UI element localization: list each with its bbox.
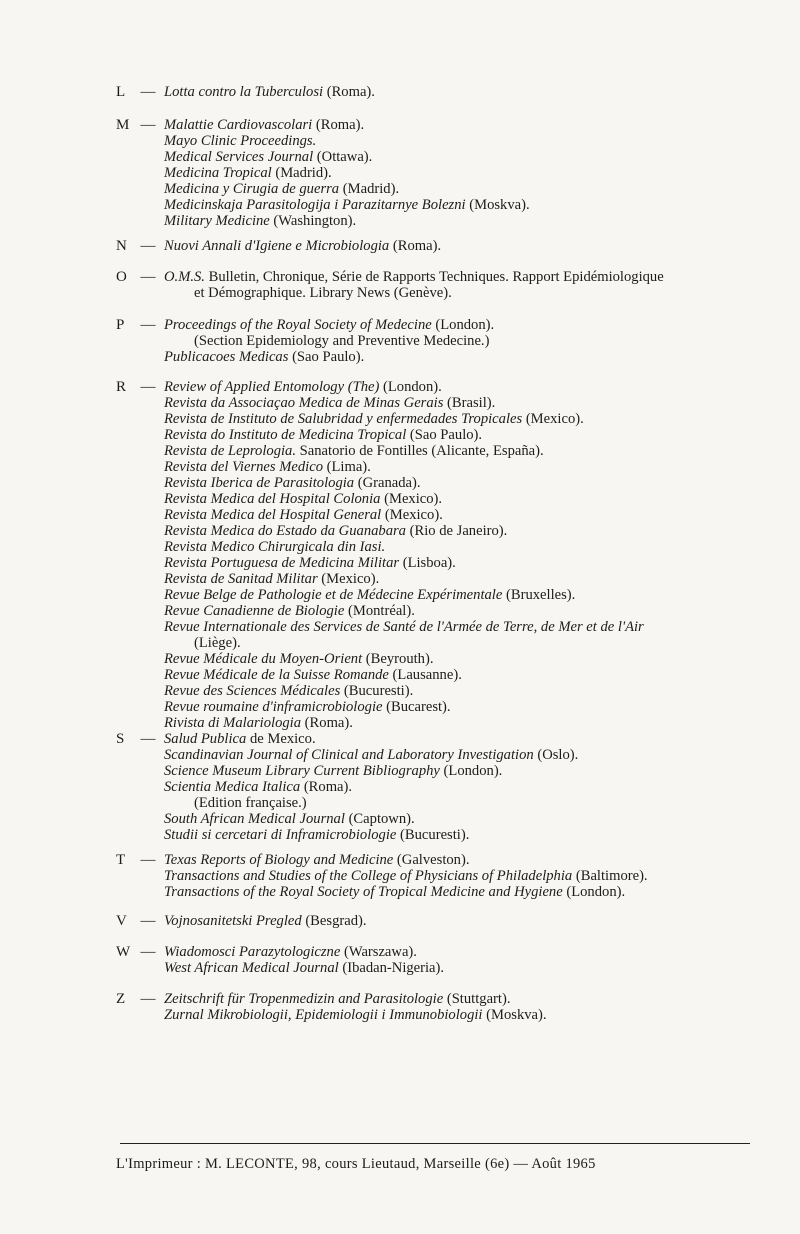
journal-location: (Lausanne). <box>388 667 462 683</box>
journal-title: Salud Publica <box>164 731 247 747</box>
journal-entry <box>164 165 764 181</box>
journal-title: Scandinavian Journal of Clinical and Laboratory Investigation <box>164 747 534 763</box>
journal-title: Vojnosanitetski Pregled <box>164 913 302 929</box>
section-entries <box>164 852 764 900</box>
journal-entry <box>164 427 764 443</box>
section-letter: P <box>116 317 125 333</box>
journal-location: (London). <box>379 379 442 395</box>
journal-entry <box>164 317 764 333</box>
journal-location: (Montréal). <box>344 603 415 619</box>
section-entries <box>164 117 764 229</box>
journal-title: Revue Médicale du Moyen-Orient <box>164 651 363 667</box>
section-dash: — <box>140 731 156 747</box>
journal-entry <box>164 443 764 459</box>
journal-entry <box>164 523 764 539</box>
journal-location: (Bucarest). <box>382 699 451 715</box>
journal-title: Revista Medica del Hospital General <box>164 507 382 523</box>
journal-location: (Bucuresti). <box>340 683 414 699</box>
journal-title: Medical Services Journal <box>164 149 314 165</box>
section-dash: — <box>140 913 156 929</box>
journal-title: O.M.S. <box>164 269 205 285</box>
journal-location: (Mexico). <box>317 571 380 587</box>
journal-title: Nuovi Annali d'Igiene e Microbiologia <box>164 238 390 254</box>
journal-location: (Mexico). <box>522 411 584 427</box>
journal-title: Revue des Sciences Médicales <box>164 683 341 699</box>
journal-entry <box>164 619 764 635</box>
journal-location: (Bruxelles). <box>502 587 576 603</box>
section-entries <box>164 317 764 365</box>
journal-entry <box>164 571 764 587</box>
journal-location: (Edition française.) <box>194 795 307 811</box>
section-entries <box>164 913 764 929</box>
journal-location: (Washington). <box>269 213 357 229</box>
journal-title: Revue Belge de Pathologie et de Médecine Expérimentale <box>164 587 503 603</box>
section-entries <box>164 84 764 100</box>
journal-title: South African Medical Journal <box>164 811 345 827</box>
journal-location: (Madrid). <box>339 181 400 197</box>
journal-location: (Roma). <box>301 715 353 731</box>
journal-entry <box>164 731 764 747</box>
journal-title: Revista do Instituto de Medicina Tropical <box>164 427 407 443</box>
journal-title: Revista Portuguesa de Medicina Militar <box>164 555 400 571</box>
journal-title: Medicinskaja Parasitologija i Parazitarnye Bolezni <box>164 197 466 213</box>
journal-title: Science Museum Library Current Bibliography <box>164 763 440 779</box>
journal-title: Transactions of the Royal Society of Tropical Medicine and Hygiene <box>164 884 563 900</box>
journal-title: Revue Internationale des Services de Santé de l'Armée de Terre, de Mer et de l'Air <box>164 619 644 635</box>
journal-entry <box>164 555 764 571</box>
journal-title: Revista Medico Chirurgicala din Iasi. <box>164 539 386 555</box>
journal-entry <box>164 197 764 213</box>
journal-title: Revista del Viernes Medico <box>164 459 323 475</box>
section-dash: — <box>140 117 156 133</box>
section-letter: T <box>116 852 126 868</box>
section-dash: — <box>140 944 156 960</box>
section-letter: N <box>116 238 127 254</box>
journal-entry <box>164 603 764 619</box>
journal-entry <box>164 395 764 411</box>
journal-location: (Section Epidemiology and Preventive Medecine.) <box>194 333 490 349</box>
section-entries <box>164 238 764 254</box>
journal-entry <box>164 699 764 715</box>
journal-entry <box>164 181 764 197</box>
journal-entry <box>164 117 764 133</box>
journal-entry <box>164 960 764 976</box>
journal-location: (Liège). <box>194 635 241 651</box>
journal-location: (Galveston). <box>393 852 470 868</box>
journal-title: Revista de Instituto de Salubridad y enfermedades Tropicales <box>164 411 523 427</box>
journal-entry <box>164 238 764 254</box>
journal-title: Mayo Clinic Proceedings. <box>164 133 317 149</box>
journal-location: (Moskva). <box>465 197 530 213</box>
journal-title: Zurnal Mikrobiologii, Epidemiologii i Immunobiologii <box>164 1007 483 1023</box>
journal-entry <box>164 587 764 603</box>
journal-title: Revista da Associaçao Medica de Minas Gerais <box>164 395 444 411</box>
journal-entry <box>164 213 764 229</box>
journal-title: Military Medicine <box>164 213 270 229</box>
journal-title: Review of Applied Entomology (The) <box>164 379 380 395</box>
section-entries <box>164 379 764 731</box>
journal-title: Medicina Tropical <box>164 165 272 181</box>
journal-entry <box>164 715 764 731</box>
journal-entry <box>164 747 764 763</box>
section-dash: — <box>140 269 156 285</box>
journal-location: (Sao Paulo). <box>288 349 365 365</box>
journal-location: (London). <box>431 317 495 333</box>
section-dash: — <box>140 379 156 395</box>
section-entries <box>164 944 764 976</box>
journal-location: (Madrid). <box>271 165 332 181</box>
journal-entry <box>164 763 764 779</box>
journal-location: (Lisboa). <box>399 555 456 571</box>
journal-entry <box>164 779 764 795</box>
journal-location: (Lima). <box>323 459 371 475</box>
section-entries <box>164 991 764 1023</box>
printer-imprint: L'Imprimeur : M. LECONTE, 98, cours Lieutaud, Marseille (6e) — Août 1965 <box>116 1156 596 1172</box>
journal-location: (Roma). <box>300 779 353 795</box>
journal-entry <box>164 84 764 100</box>
section-letter: S <box>116 731 125 747</box>
section-dash: — <box>140 238 156 254</box>
journal-entry <box>164 149 764 165</box>
section-letter: L <box>116 84 126 100</box>
journal-entry <box>164 683 764 699</box>
journal-title: Studii si cercetari di Inframicrobiologie <box>164 827 397 843</box>
section-dash: — <box>140 84 156 100</box>
journal-location: Sanatorio de Fontilles (Alicante, España). <box>296 443 544 459</box>
journal-title: Revue roumaine d'inframicrobiologie <box>164 699 383 715</box>
journal-location: (Rio de Janeiro). <box>405 523 508 539</box>
journal-entry <box>164 133 764 149</box>
journal-title: Revista Medica del Hospital Colonia <box>164 491 381 507</box>
section-dash: — <box>140 991 156 1007</box>
journal-entry <box>164 491 764 507</box>
journal-title: Transactions and Studies of the College of Physicians of Philadelphia <box>164 868 573 884</box>
journal-location: (Granada). <box>354 475 421 491</box>
journal-location: (Mexico). <box>381 507 443 523</box>
section-letter: W <box>116 944 131 960</box>
journal-location: (Baltimore). <box>572 868 648 884</box>
journal-entry <box>164 795 764 811</box>
journal-title: Revista Iberica de Parasitologia <box>164 475 355 491</box>
section-dash: — <box>140 317 156 333</box>
journal-location: (Mexico). <box>380 491 443 507</box>
journal-entry <box>164 507 764 523</box>
journal-location: (Captown). <box>344 811 415 827</box>
journal-title: Texas Reports of Biology and Medicine <box>164 852 394 868</box>
journal-location: (Sao Paulo). <box>406 427 483 443</box>
journal-title: Rivista di Malariologia <box>164 715 302 731</box>
journal-location: (Roma). <box>312 117 365 133</box>
journal-location: (Beyrouth). <box>362 651 434 667</box>
journal-title: Medicina y Cirugia de guerra <box>164 181 340 197</box>
journal-location: (Oslo). <box>533 747 579 763</box>
section-letter: V <box>116 913 127 929</box>
journal-location: (Bucuresti). <box>396 827 470 843</box>
journal-location: (Warszawa). <box>340 944 417 960</box>
journal-entry <box>164 411 764 427</box>
journal-entry <box>164 852 764 868</box>
journal-location: (Ottawa). <box>313 149 373 165</box>
journal-title: Revista de Leprologia. <box>164 443 296 459</box>
journal-title: Proceedings of the Royal Society of Medecine <box>164 317 432 333</box>
journal-title: Publicacoes Medicas <box>164 349 289 365</box>
journal-location: (Brasil). <box>443 395 496 411</box>
journal-entry <box>164 1007 764 1023</box>
journal-entry <box>164 868 764 884</box>
journal-title: Zeitschrift für Tropenmedizin and Parasitologie <box>164 991 444 1007</box>
section-dash: — <box>140 852 156 868</box>
journal-location: Bulletin, Chronique, Série de Rapports Techniques. Rapport Epidémiologique <box>204 269 664 285</box>
section-entries <box>164 269 764 301</box>
journal-entry <box>164 944 764 960</box>
journal-entry <box>164 475 764 491</box>
journal-location: et Démographique. Library News (Genève). <box>194 285 452 301</box>
journal-entry <box>164 459 764 475</box>
journal-location: (Roma). <box>389 238 442 254</box>
section-letter: O <box>116 269 127 285</box>
journal-location: de Mexico. <box>246 731 316 747</box>
journal-title: Revue Médicale de la Suisse Romande <box>164 667 389 683</box>
journal-entry <box>164 651 764 667</box>
journal-entry <box>164 379 764 395</box>
journal-entry <box>164 884 764 900</box>
journal-location: (London). <box>562 884 626 900</box>
section-letter: M <box>116 117 130 133</box>
journal-title: Revista de Sanitad Militar <box>164 571 318 587</box>
journal-location: (London). <box>439 763 503 779</box>
journal-entry <box>164 635 764 651</box>
journal-entry <box>164 811 764 827</box>
journal-entry <box>164 285 764 301</box>
section-entries <box>164 731 764 843</box>
journal-entry <box>164 539 764 555</box>
section-letter: R <box>116 379 127 395</box>
footer-rule <box>120 1143 750 1144</box>
journal-location: (Roma). <box>323 84 375 100</box>
journal-title: Lotta contro la Tuberculosi <box>164 84 324 100</box>
journal-location: (Stuttgart). <box>443 991 511 1007</box>
journal-location: (Besgrad). <box>301 913 367 929</box>
journal-entry <box>164 991 764 1007</box>
journal-entry <box>164 333 764 349</box>
journal-title: Revista Medica do Estado da Guanabara <box>164 523 406 539</box>
journal-location: (Moskva). <box>482 1007 547 1023</box>
journal-entry <box>164 913 764 929</box>
journal-location: (Ibadan-Nigeria). <box>338 960 445 976</box>
journal-title: Revue Canadienne de Biologie <box>164 603 345 619</box>
journal-entry <box>164 269 764 285</box>
journal-title: West African Medical Journal <box>164 960 339 976</box>
journal-entry <box>164 667 764 683</box>
journal-title: Malattie Cardiovascolari <box>164 117 313 133</box>
journal-entry <box>164 827 764 843</box>
journal-entry <box>164 349 764 365</box>
section-letter: Z <box>116 991 126 1007</box>
journal-title: Wiadomosci Parazytologiczne <box>164 944 341 960</box>
journal-title: Scientia Medica Italica <box>164 779 301 795</box>
